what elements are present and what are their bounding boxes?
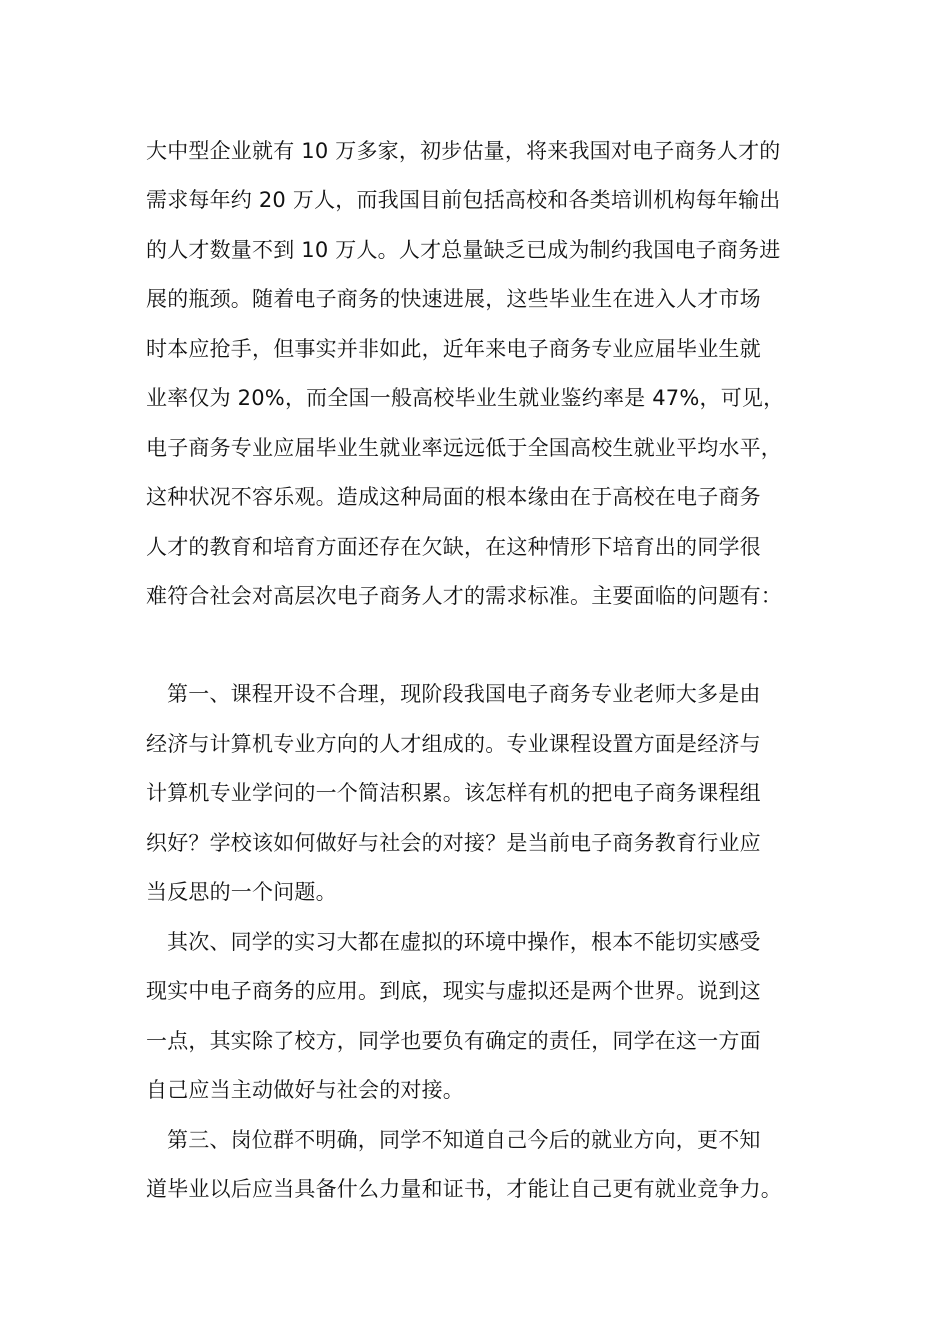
text-line: 难符合社会对高层次电子商务人才的需求标准。主要面临的问题有：: [146, 584, 782, 608]
text-line: 的人才数量不到 10 万人。人才总量缺乏已成为制约我国电子商务进: [146, 238, 781, 262]
text-line: 当反思的一个问题。: [146, 880, 337, 904]
text-line: 织好？学校该如何做好与社会的对接？是当前电子商务教育行业应: [146, 831, 761, 855]
text-line: 这种状况不容乐观。造成这种局面的根本缘由在于高校在电子商务: [146, 485, 761, 509]
text-line: 一点，其实除了校方，同学也要负有确定的责任，同学在这一方面: [146, 1029, 761, 1053]
text-line: 道毕业以后应当具备什么力量和证书，才能让自己更有就业竞争力。: [146, 1177, 782, 1201]
text-line: 第三、岗位群不明确，同学不知道自己今后的就业方向，更不知: [167, 1128, 761, 1152]
text-line: 现实中电子商务的应用。到底，现实与虚拟还是两个世界。说到这: [146, 979, 761, 1003]
text-line: 计算机专业学问的一个简洁积累。该怎样有机的把电子商务课程组: [146, 781, 761, 805]
text-line: 展的瓶颈。随着电子商务的快速进展，这些毕业生在进入人才市场: [146, 287, 761, 311]
text-line: 时本应抢手，但事实并非如此，近年来电子商务专业应届毕业生就: [146, 337, 761, 361]
text-line: 需求每年约 20 万人，而我国目前包括高校和各类培训机构每年输出: [146, 188, 781, 212]
text-line: 人才的教育和培育方面还存在欠缺，在这种情形下培育出的同学很: [146, 535, 761, 559]
text-line: 业率仅为 20%，而全国一般高校毕业生就业鉴约率是 47%，可见，: [146, 386, 785, 410]
text-line: 经济与计算机专业方向的人才组成的。专业课程设置方面是经济与: [146, 732, 761, 756]
text-line: 大中型企业就有 10 万多家，初步估量，将来我国对电子商务人才的: [146, 139, 781, 163]
text-line: 第一、课程开设不合理，现阶段我国电子商务专业老师大多是由: [167, 682, 761, 706]
text-line: 自己应当主动做好与社会的对接。: [146, 1078, 464, 1102]
text-line: 电子商务专业应届毕业生就业率远远低于全国高校生就业平均水平，: [146, 436, 782, 460]
text-line: 其次、同学的实习大都在虚拟的环境中操作，根本不能切实感受: [167, 930, 761, 954]
